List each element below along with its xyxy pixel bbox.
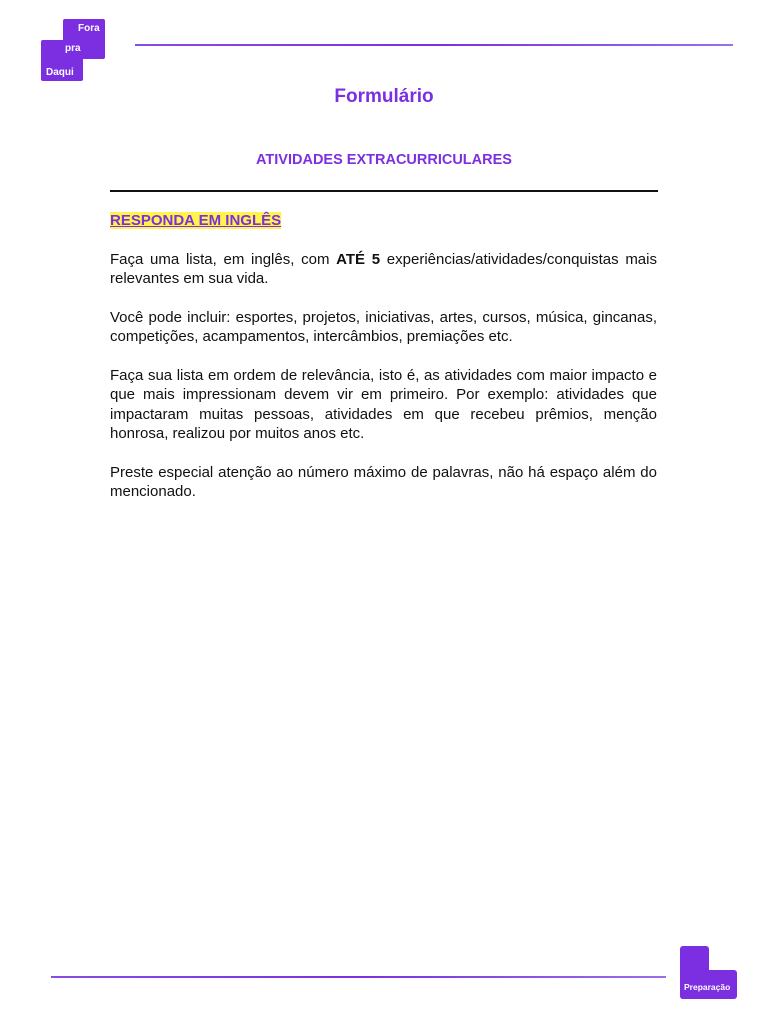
badge-label: Preparação	[684, 982, 731, 992]
paragraph-word-limit: Preste especial atenção ao número máximo de palavras, não há espaço além do mencionado.	[110, 463, 657, 500]
paragraph-list-instructions	[110, 250, 657, 289]
instruction-line	[110, 211, 657, 231]
footer-divider	[51, 976, 666, 978]
preparacao-badge	[680, 946, 737, 999]
instruction-highlight: RESPONDA EM INGLÊS	[110, 212, 282, 229]
logo-text-pra: pra	[65, 43, 81, 54]
paragraph-examples: Você pode incluir: esportes, projetos, iniciativas, artes, cursos, música, gincanas, competições, acampamentos, intercâmbios, premiações etc.	[110, 308, 657, 345]
paragraph-1-bold: ATÉ 5	[336, 250, 381, 268]
section-rule	[110, 190, 658, 192]
section-subtitle: ATIVIDADES EXTRACURRICULARES	[256, 152, 512, 168]
page-title: Formulário	[334, 86, 434, 107]
document-body	[110, 211, 657, 502]
paragraph-1-start: Faça uma lista, em inglês, com	[110, 250, 337, 268]
logo	[41, 19, 106, 81]
logo-text-fora: Fora	[78, 23, 100, 34]
paragraph-ordering: Faça sua lista em ordem de relevância, isto é, as atividades com maior impacto e que mais impressionam devem vir em primeiro. Por exemplo: atividades que impactaram muitas pessoas, atividades em que recebeu prêmios, menção honrosa, realizou por muitos anos etc.	[110, 366, 657, 442]
logo-text-daqui: Daqui	[46, 67, 74, 78]
header-divider	[135, 44, 733, 46]
paragraph-1-end: experiências/atividades/conquistas mais relevantes em sua vida.	[110, 250, 657, 287]
